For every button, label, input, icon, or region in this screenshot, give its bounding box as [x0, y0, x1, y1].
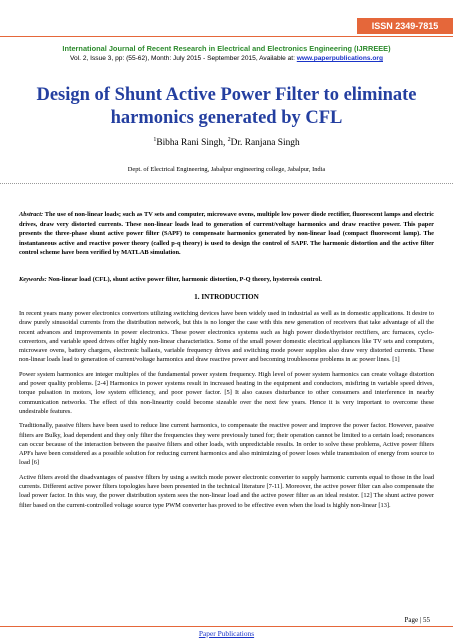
footer-rule: [0, 626, 453, 627]
author1-name: Bibha Rani Singh,: [156, 138, 228, 149]
paragraph: Traditionally, passive filters have been used to reduce line current harmonics, to compensate the reactive power and improve the power factor. However, passive filters are Bulky, load dependent and they only filter the frequencies they were previously tuned for; their operation cannot be limited to a certain load; resonances can occur because of the interaction between the passive filters and other loads, with unpredictable results. In order to solve these problems, Active power filters APFs have been considered as a possible solution for reducing current harmonics and also minimizing of power loses while transmission of energy from source to load [6]: [19, 422, 434, 467]
abstract: [19, 210, 434, 258]
abstract-divider: [0, 183, 453, 184]
keywords: [19, 275, 434, 285]
issn-badge: ISSN 2349-7815: [357, 18, 453, 34]
page-number: Page | 55: [404, 616, 430, 624]
publisher-link[interactable]: Paper Publications: [198, 629, 255, 638]
journal-website-link[interactable]: www.paperpublications.org: [296, 55, 383, 62]
paragraph: In recent years many power electronics convertors utilizing switching devices have been widely used in industrial as well as in domestic applications. It desire to draw purely sinusoidal currents from the distribution network, but this is no longer the case with this new generation of receivers that take advantage of all the recent advances and improvements in power electronics. These power electronics systems such as high power diode/thyristor rectifiers, arc furnaces, cyclo-convertors, and variable speed drives offer highly non-linear characteristics. Some of the small power domestic electrical appliances like TV sets and computers, microwave ovens, battery chargers, electronic ballasts, variable frequency drives and switching mode power supplies also draw very distorted currents. These non-linear loads lead to generation of current/voltage harmonics and draw reactive power and becoming troublesome problems in ac power lines. [1]: [19, 310, 434, 364]
journal-title: International Journal of Recent Research in Electrical and Electronics Engineering (IJRREEE): [62, 44, 391, 53]
paper-title: Design of Shunt Active Power Filter to eliminate harmonics generated by CFL: [36, 85, 417, 128]
keywords-text: Non-linear load (CFL), shunt active power filter, harmonic distortion, P-Q theory, hysteresis control.: [46, 276, 322, 283]
author2-name: Dr. Ranjana Singh: [230, 138, 300, 149]
journal-volume-info: [0, 55, 453, 62]
abstract-label: Abstract:: [19, 211, 44, 218]
header-rule: [0, 36, 453, 37]
body-text: [19, 309, 434, 515]
paragraph: Active filters avoid the disadvantages of passive filters by using a switch mode power electronic converter to supply harmonic currents equal to those in the load currents. Different active power filters topologies have been presented in the technical literature [7-11]. Moreover, the active power filter can also compensate the load power factor. In this way, the power distribution system sees the non-linear load and the active power filter as an ideal resistor. [12] The shunt active power filter based on the current-controlled voltage source type PWM converter has proved to be effective even when the load is highly non-linear [13].: [19, 473, 434, 509]
section-heading: 1. INTRODUCTION: [194, 293, 259, 301]
affiliation: Dept. of Electrical Engineering, Jabalpur engineering college, Jabalpur, India: [127, 166, 326, 173]
volume-text: Vol. 2, Issue 3, pp: (55-62), Month: July 2015 - September 2015, Available at:: [70, 55, 297, 62]
author2-superscript: 2: [227, 137, 231, 143]
paragraph: Power system harmonics are integer multiples of the fundamental power system frequency. High level of power system harmonics can create voltage distortion and power quality problems. [2-4] Harmonics in power systems result in increased heating in the equipment and conductors, misfiring in variable speed drives, torque pulsation in motors, low system efficiency, and poor power factor. [5] It also causes disturbance to other consumers and interference in nearby communication networks. The effect of this non-linearity could become sizeable over the next few years. Hence it is very important to overcome these undesirable features.: [19, 370, 434, 415]
abstract-text: The use of non-linear loads; such as TV sets and computer, microwave ovens, multiple low power diode rectifier, fluorescent lamps and electric drives, draw very distorted currents. These non-linear loads lead to generation of current/voltage harmonics and draw reactive power. This paper presents the three-phase shunt active power filter (SAPF) to compensate harmonics generated by non-linear load (compact fluorescent lamp). The instantaneous active and reactive power theory (called p-q theory) is used to design the control of SAPF. The harmonic distortion and the active filter control scheme have been verified by MATLAB simulation.: [19, 211, 434, 257]
author1-superscript: 1: [153, 137, 157, 143]
authors: [0, 137, 453, 148]
keywords-label: Keywords:: [19, 276, 47, 283]
